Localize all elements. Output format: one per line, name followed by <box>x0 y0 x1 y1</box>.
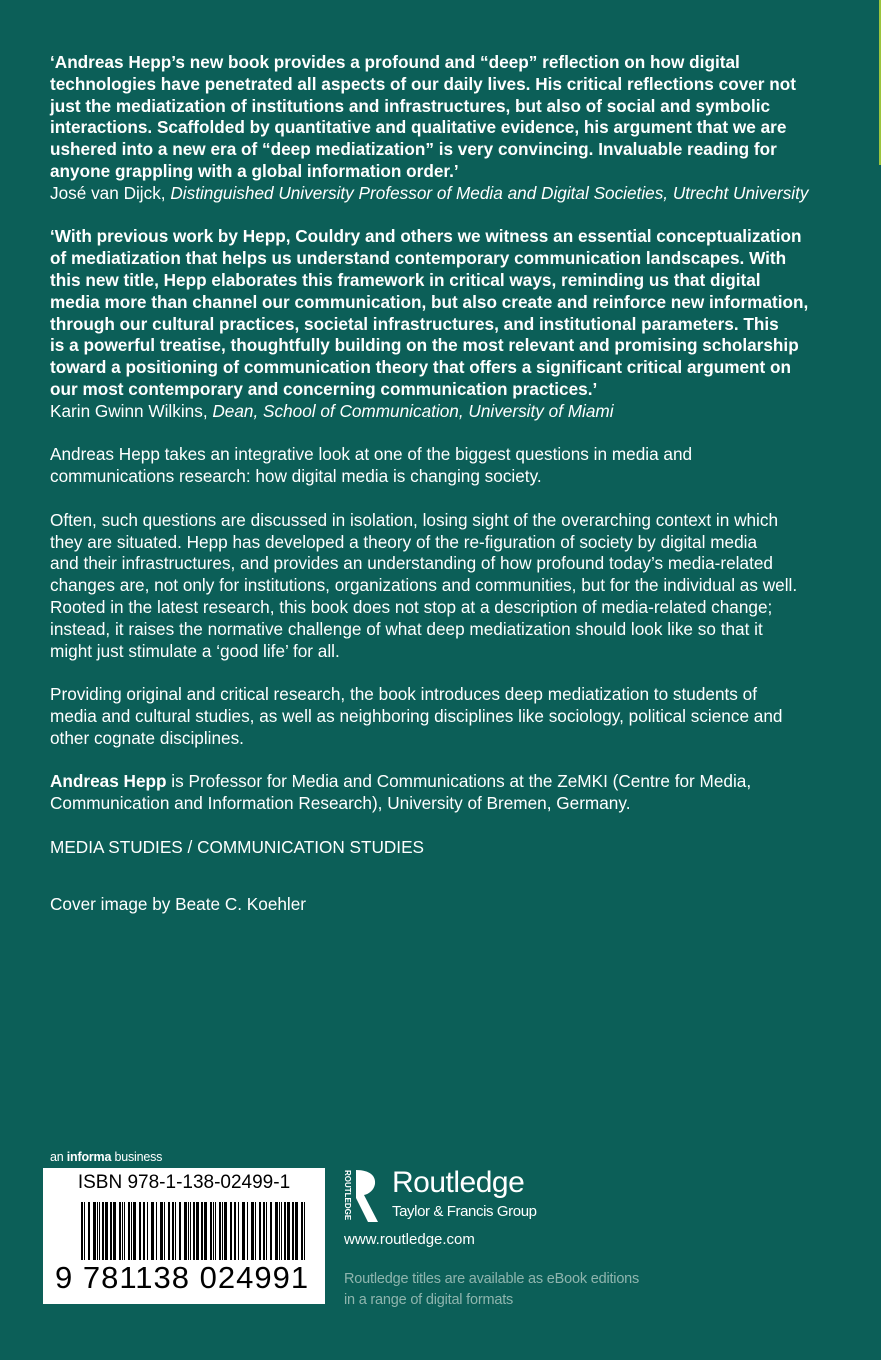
barcode-bar <box>224 1202 227 1262</box>
barcode-bar <box>234 1202 236 1262</box>
barcode-bar <box>259 1202 261 1262</box>
quote-line: through our cultural practices, societal infrastructures, and institutional parameters. This <box>50 313 779 334</box>
description-line: instead, it raises the normative challenge of what deep mediatization should look like so that it <box>50 618 763 639</box>
barcode-bar <box>131 1202 132 1262</box>
barcode-bar <box>242 1202 245 1262</box>
barcode-bar <box>213 1202 214 1262</box>
bio-text: is Professor for Media and Communications at the ZeMKI (Centre for Media, <box>166 771 752 792</box>
description-line: Andreas Hepp takes an integrative look at one of the biggest questions in media and <box>50 444 693 465</box>
barcode-bar <box>188 1202 189 1262</box>
routledge-logo-icon <box>342 1168 382 1226</box>
barcode-bar <box>105 1202 108 1262</box>
barcode-bar <box>179 1202 181 1262</box>
barcode-bar <box>147 1202 148 1262</box>
barcode-bar <box>279 1202 280 1262</box>
endorsement-attribution <box>50 401 850 423</box>
description-line: they are situated. Hepp has developed a theory of the re-figuration of society by digital media <box>50 531 758 552</box>
quote-line: ‘Andreas Hepp’s new book provides a profound and “deep” reflection on how digital <box>50 52 740 72</box>
description-line: and their infrastructures, and provides an understanding of how profound today’s media-related <box>50 553 773 574</box>
book-description <box>50 444 850 749</box>
barcode-bar <box>201 1202 203 1262</box>
description-line: Providing original and critical research, the book introduces deep mediatization to students of <box>50 684 758 705</box>
barcode-bar <box>99 1202 100 1262</box>
barcode-bar <box>263 1202 265 1262</box>
description-line: Often, such questions are discussed in isolation, losing sight of the overarching context in which <box>50 509 779 530</box>
quote-line: ‘With previous work by Hepp, Couldry and others we witness an essential conceptualization <box>50 226 802 247</box>
barcode-bar <box>230 1202 232 1262</box>
barcode-bar <box>215 1202 216 1262</box>
barcode-bar <box>275 1202 278 1262</box>
barcode-bar <box>133 1202 136 1262</box>
isbn-barcode-box <box>43 1168 325 1304</box>
barcode-bar <box>184 1202 187 1262</box>
barcode-bar <box>247 1202 248 1262</box>
publisher-name: Routledge <box>392 1166 525 1199</box>
barcode-bar <box>156 1202 157 1262</box>
quote-line: interactions. Scaffolded by quantitative and qualitative evidence, his argument that we are <box>50 117 787 138</box>
endorser-role: Dean, School of Communication, University of Miami <box>212 400 614 421</box>
publisher-group: Taylor & Francis Group <box>392 1203 537 1220</box>
endorsement-quote <box>50 52 850 183</box>
endorsement-quote <box>50 226 850 400</box>
barcode-bar <box>281 1202 282 1262</box>
barcode-bar <box>255 1202 256 1262</box>
description-paragraph <box>50 444 850 488</box>
endorser-name: Karin Gwinn Wilkins, <box>50 400 208 421</box>
barcode-bar <box>164 1202 165 1262</box>
quote-line: technologies have penetrated all aspects of our daily lives. His critical reflections cover not <box>50 73 796 94</box>
endorsement-2 <box>50 226 850 422</box>
author-bio <box>50 771 850 815</box>
barcode-digits: 9 781138 024991 <box>55 1260 310 1295</box>
endorser-name: José van Dijck, <box>50 182 166 203</box>
quote-line: our most contemporary and concerning communication practices.’ <box>50 378 598 399</box>
barcode-bar <box>88 1202 90 1262</box>
quote-line: just the mediatization of institutions and infrastructures, but also of social and symbolic <box>50 95 771 116</box>
quote-line: toward a positioning of communication theory that offers a significant critical argument on <box>50 357 792 378</box>
barcode-bar <box>168 1202 170 1262</box>
isbn-label: ISBN 978-1-138-02499-1 <box>77 1172 291 1193</box>
endorsement-1 <box>50 52 850 205</box>
description-line: Rooted in the latest research, this book does not stop at a description of media-related change; <box>50 596 773 617</box>
barcode-bar <box>204 1202 207 1262</box>
barcode-bar <box>251 1202 254 1262</box>
description-paragraph <box>50 684 850 749</box>
barcode-bar <box>160 1202 163 1262</box>
barcode-bar <box>266 1202 267 1262</box>
barcode-bar <box>284 1202 286 1262</box>
description-line: communications research: how digital media is changing society. <box>50 466 542 487</box>
barcode-bar <box>102 1202 104 1262</box>
subject-category: MEDIA STUDIES / COMMUNICATION STUDIES <box>50 836 425 857</box>
cover-credit: Cover image by Beate C. Koehler <box>50 894 307 915</box>
description-paragraph <box>50 510 850 663</box>
barcode-bar <box>287 1202 290 1262</box>
barcode-bar <box>292 1202 294 1262</box>
barcode-bar <box>172 1202 174 1262</box>
barcode-bar <box>295 1202 298 1262</box>
barcode-bar <box>113 1202 116 1262</box>
barcode-bar <box>175 1202 176 1262</box>
bio-text: Communication and Information Research), University of Bremen, Germany. <box>50 793 631 814</box>
quote-line: is a powerful treatise, thoughtfully building on the most relevant and promising scholarship <box>50 335 799 356</box>
barcode-bar <box>119 1202 121 1262</box>
barcode-bar <box>143 1202 145 1262</box>
quote-line: media more than channel our communication, but also create and reinforce new information, <box>50 291 809 312</box>
ebook-notice: Routledge titles are available as eBook editions in a range of digital formats <box>344 1271 640 1308</box>
barcode-bar <box>219 1202 221 1262</box>
barcode-bar <box>151 1202 154 1262</box>
quote-line: of mediatization that helps us understand contemporary communication landscapes. With <box>50 248 787 269</box>
barcode-bar <box>110 1202 112 1262</box>
barcode-bar <box>210 1202 212 1262</box>
quote-line: this new title, Hepp elaborates this framework in critical ways, reminding us that digital <box>50 269 761 290</box>
description-line: other cognate disciplines. <box>50 727 244 748</box>
barcode-bar <box>122 1202 123 1262</box>
informa-tagline: an informa business <box>50 1150 163 1164</box>
publisher-url[interactable]: www.routledge.com <box>344 1231 475 1248</box>
barcode-bar <box>222 1202 223 1262</box>
description-line: changes are, not only for institutions, organizations and communities, but for the individual as well. <box>50 575 798 596</box>
author-name: Andreas Hepp <box>50 771 167 792</box>
description-line: might just stimulate a ‘good life’ for all. <box>50 640 340 661</box>
svg-text:ROUTLEDGE: ROUTLEDGE <box>343 1170 352 1221</box>
barcode-bar <box>238 1202 239 1262</box>
barcode-bar <box>97 1202 98 1262</box>
barcode-bar <box>139 1202 141 1262</box>
barcode-bar <box>124 1202 125 1262</box>
description-line: media and cultural studies, as well as neighboring disciplines like sociology, political science and <box>50 705 783 726</box>
quote-line: ushered into a new era of “deep mediatization” is very convincing. Invaluable reading for <box>50 139 777 160</box>
quote-line: anyone grappling with a global information order.’ <box>50 160 459 181</box>
barcode-bar <box>93 1202 96 1262</box>
barcode-bar <box>270 1202 272 1262</box>
endorsement-attribution <box>50 183 850 205</box>
back-cover-text <box>50 52 850 916</box>
barcode-bar <box>128 1202 130 1262</box>
endorser-role: Distinguished University Professor of Media and Digital Societies, Utrecht University <box>170 182 809 203</box>
